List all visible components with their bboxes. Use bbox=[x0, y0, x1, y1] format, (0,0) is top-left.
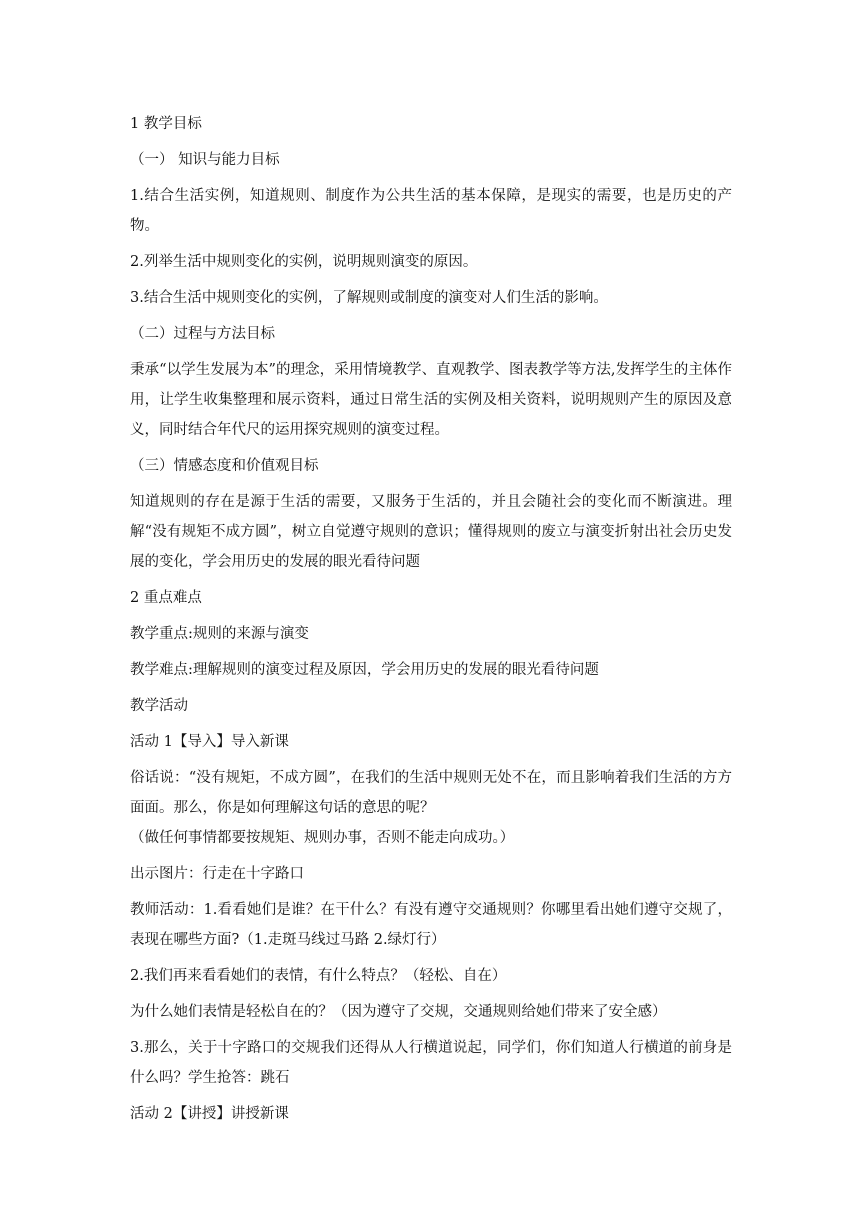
paragraph-why-relaxed: 为什么她们表情是轻松自在的？（因为遵守了交规，交通规则给她们带来了安全感） bbox=[130, 1004, 667, 1020]
paragraph-emotion-values: 知道规则的存在是源于生活的需要，又服务于生活的，并且会随社会的变化而不断演进。理解“没有规矩不成方圆”，树立自觉遵守规则的意识；懂得规则的废立与演变折射出社会历史发展的变化，学会用历史的发展的眼光看待问题 bbox=[130, 494, 732, 570]
subheading-emotion-values: （三）情感态度和价值观目标 bbox=[130, 458, 319, 474]
document-body bbox=[130, 109, 732, 1129]
heading-activity-2: 活动 2【讲授】讲授新课 bbox=[130, 1106, 289, 1122]
paragraph-proverb-answer: （做任何事情都要按规矩、规则办事，否则不能走向成功。） bbox=[130, 830, 515, 846]
paragraph-difficult-point: 教学难点:理解规则的演变过程及原因，学会用历史的发展的眼光看待问题 bbox=[130, 662, 599, 678]
paragraph-show-picture: 出示图片：行走在十字路口 bbox=[130, 866, 304, 882]
paragraph-proverb: 俗话说：“没有规矩，不成方圆”，在我们的生活中规则无处不在，而且影响着我们生活的方方面面。那么，你是如何理解这句话的意思的呢？ bbox=[130, 770, 732, 816]
paragraph-question-2: 2.我们再来看看她们的表情，有什么特点？（轻松、自在） bbox=[130, 968, 507, 984]
heading-teaching-activities: 教学活动 bbox=[130, 698, 188, 714]
heading-key-points: 2 重点难点 bbox=[130, 590, 202, 606]
heading-activity-1: 活动 1【导入】导入新课 bbox=[130, 734, 289, 750]
paragraph-objective-1: 1.结合生活实例，知道规则、制度作为公共生活的基本保障，是现实的需要，也是历史的产物。 bbox=[130, 188, 732, 234]
paragraph-key-point: 教学重点:规则的来源与演变 bbox=[130, 626, 309, 642]
paragraph-process-method: 秉承“以学生发展为本”的理念，采用情境教学、直观教学、图表教学等方法,发挥学生的主体作用，让学生收集整理和展示资料，通过日常生活的实例及相关资料，说明规则产生的原因及意义，同时结合年代尺的运用探究规则的演变过程。 bbox=[130, 362, 732, 438]
paragraph-objective-3: 3.结合生活中规则变化的实例，了解规则或制度的演变对人们生活的影响。 bbox=[130, 290, 608, 306]
paragraph-question-3: 3.那么，关于十字路口的交规我们还得从人行横道说起，同学们，你们知道人行横道的前身是什么吗？学生抢答：跳石 bbox=[130, 1040, 732, 1086]
paragraph-teacher-activity: 教师活动：1.看看她们是谁？在干什么？有没有遵守交通规则？你哪里看出她们遵守交规了，表现在哪些方面?（1.走斑马线过马路 2.绿灯行） bbox=[130, 902, 732, 948]
heading-teaching-objectives: 1 教学目标 bbox=[130, 116, 202, 132]
subheading-process-method: （二）过程与方法目标 bbox=[130, 326, 275, 342]
paragraph-objective-2: 2.列举生活中规则变化的实例，说明规则演变的原因。 bbox=[130, 254, 478, 270]
subheading-knowledge-ability: （一） 知识与能力目标 bbox=[130, 152, 280, 168]
